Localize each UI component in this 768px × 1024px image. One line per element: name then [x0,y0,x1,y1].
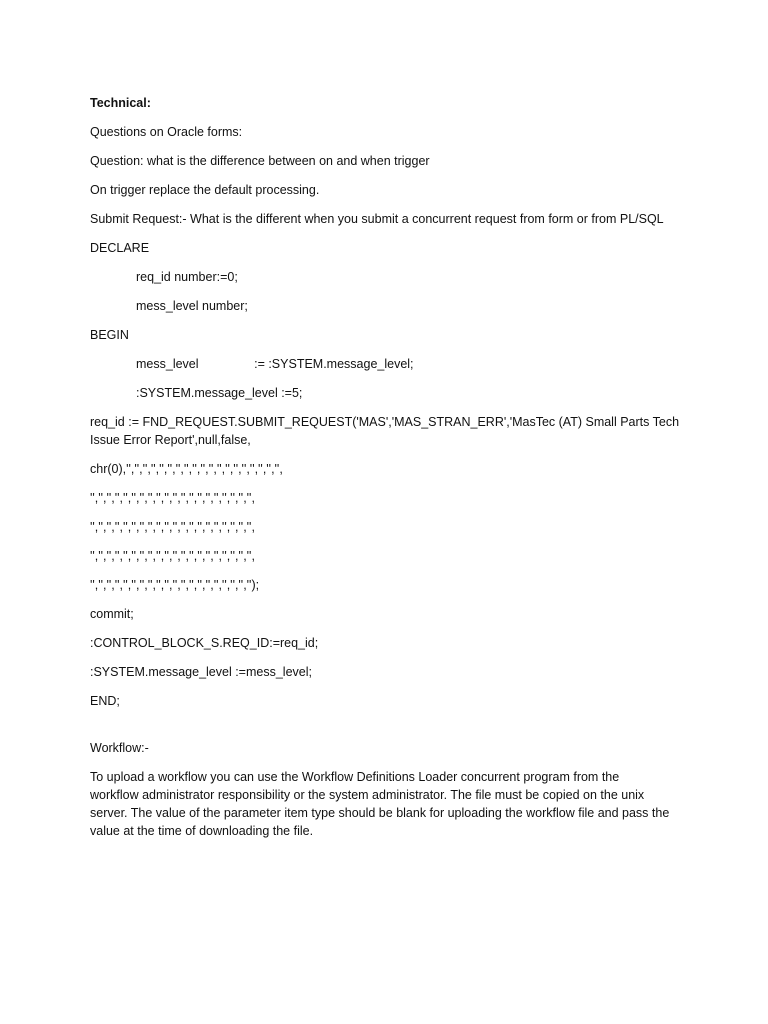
code-submit-call: req_id := FND_REQUEST.SUBMIT_REQUEST('MAS','MAS_STRAN_ERR','MasTec (AT) Small Parts Tech Issue Error Report',null,false, [90,415,683,447]
code-args-3: '','','','','','','','','','','','','','','','','','','','', [90,520,255,534]
section-heading-technical: Technical: [90,96,151,110]
document-body [90,94,690,840]
section-heading-workflow: Workflow:- [90,741,149,755]
text-submit-request: Submit Request:- What is the different when you submit a concurrent request from form or from PL/SQL [90,212,664,226]
code-end: END; [90,694,120,708]
code-args-4: '','','','','','','','','','','','','','','','','','','','', [90,549,255,563]
text-questions-oracle: Questions on Oracle forms: [90,125,243,139]
code-declare: DECLARE [90,241,150,255]
code-control-block: :CONTROL_BLOCK_S.REQ_ID:=req_id; [90,636,319,650]
text-question: Question: what is the difference between on and when trigger [90,154,430,168]
code-mess-level-decl: mess_level number; [136,299,248,313]
code-system-level-set: :SYSTEM.message_level :=5; [136,386,303,400]
code-commit: commit; [90,607,134,621]
code-args-2: '','','','','','','','','','','','','','','','','','','','', [90,491,255,505]
code-req-id-decl: req_id number:=0; [136,270,238,284]
spacer [90,721,690,739]
code-args-5: '','','','','','','','','','','','','','','','','','','',''); [90,578,260,592]
code-restore-level: :SYSTEM.message_level :=mess_level; [90,665,312,679]
code-mess-level-assign: mess_level := :SYSTEM.message_level; [136,357,414,371]
code-begin: BEGIN [90,328,129,342]
text-workflow-paragraph: To upload a workflow you can use the Workflow Definitions Loader concurrent program from the workflow administrator responsibility or the system administrator. The file must be copied on the unix server. The value of the parameter item type should be blank for uploading the workflow file and pass the value at the time of downloading the file. [90,770,673,838]
text-on-trigger: On trigger replace the default processing. [90,183,320,197]
code-args-1: chr(0),'','','','','','','','','','','','','','','','','','','', [90,462,283,476]
